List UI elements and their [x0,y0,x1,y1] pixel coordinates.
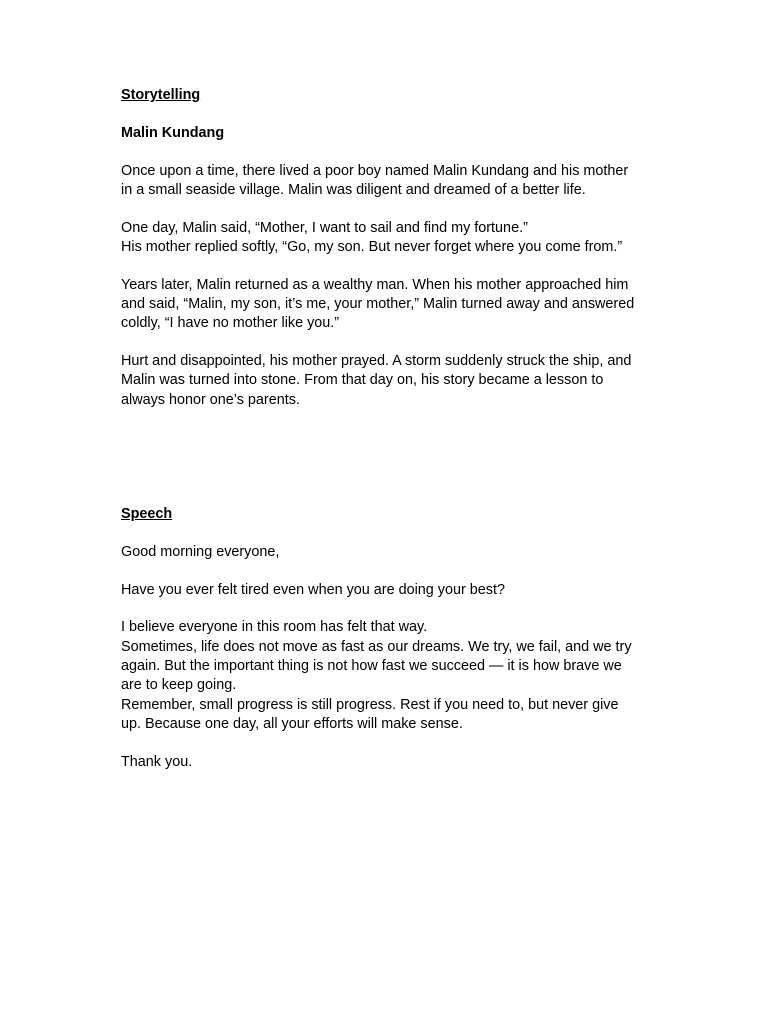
text-line: Malin was turned into stone. From that day on, his story became a lesson to [121,372,604,389]
text-line: always honor one’s parents. [121,391,300,408]
text-line: and said, “Malin, my son, it’s me, your mother,” Malin turned away and answered [121,296,635,313]
story-title: Malin Kundang [121,124,225,141]
text-line: His mother replied softly, “Go, my son. But never forget where you come from.” [121,238,623,255]
speech-heading: Speech [121,506,173,523]
speech-paragraph-1 [121,543,681,562]
text-line: Once upon a time, there lived a poor boy named Malin Kundang and his mother [121,162,629,179]
speech-paragraph-3 [121,618,681,734]
text-line: Hurt and disappointed, his mother prayed. A storm suddenly struck the ship, and [121,353,632,370]
text-line: Have you ever felt tired even when you are doing your best? [121,581,505,598]
text-line: Sometimes, life does not move as fast as our dreams. We try, we fail, and we try [121,638,632,655]
text-line: up. Because one day, all your efforts will make sense. [121,715,463,732]
text-line: are to keep going. [121,677,237,694]
speech-paragraph-4 [121,753,681,772]
storytelling-heading: Storytelling [121,87,201,103]
text-line: again. But the important thing is not how fast we succeed — it is how brave we [121,658,622,675]
story-paragraph-3 [121,276,681,334]
text-line: I believe everyone in this room has felt that way. [121,619,428,636]
speech-paragraph-2 [121,581,681,600]
text-line: Remember, small progress is still progress. Rest if you need to, but never give [121,696,619,713]
text-line: in a small seaside village. Malin was diligent and dreamed of a better life. [121,181,586,198]
story-paragraph-1 [121,162,681,201]
text-line: Years later, Malin returned as a wealthy man. When his mother approached him [121,276,629,293]
story-paragraph-4 [121,352,681,410]
text-line: One day, Malin said, “Mother, I want to sail and find my fortune.” [121,219,528,236]
text-line: Thank you. [121,753,193,770]
document-page [121,86,681,772]
text-line: Good morning everyone, [121,543,280,560]
text-line: coldly, “I have no mother like you.” [121,315,340,332]
story-paragraph-2 [121,219,681,258]
